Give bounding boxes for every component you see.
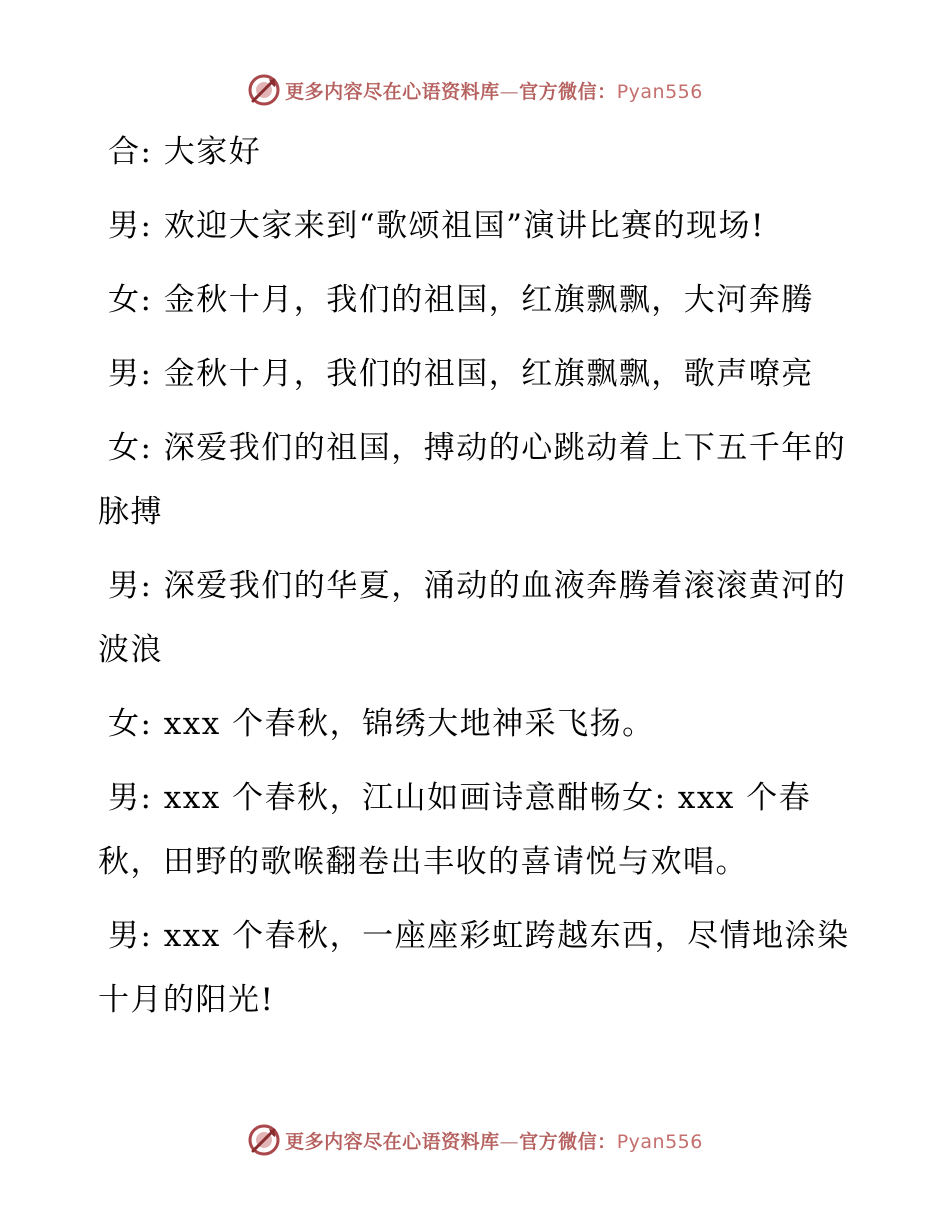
header-watermark <box>0 70 950 110</box>
watermark-account: Pyan556 <box>616 80 703 103</box>
watermark-label: 官方微信： <box>519 80 617 103</box>
dialogue-line <box>98 194 858 258</box>
dialogue-line <box>98 342 858 406</box>
dialogue-line <box>98 416 858 544</box>
speaker-label: 合 <box>108 134 141 170</box>
speaker-label: 男 <box>108 568 141 604</box>
watermark-brand: 更多内容尽在心语资料库 <box>285 1130 500 1153</box>
speaker-label: 女 <box>108 706 141 742</box>
speaker-label: 男 <box>108 208 141 244</box>
line-text: : 大家好 <box>140 134 262 170</box>
watermark-text <box>285 77 703 104</box>
line-text: : 金秋十月，我们的祖国，红旗飘飘，大河奔腾 <box>140 282 814 318</box>
line-text: : 欢迎大家来到“歌颂祖国”演讲比赛的现场! <box>140 208 765 244</box>
speaker-label: 男 <box>108 918 141 954</box>
speaker-label: 女 <box>108 282 141 318</box>
speaker-label: 男 <box>108 780 141 816</box>
watermark-text <box>285 1127 703 1154</box>
speaker-label: 女 <box>108 430 141 466</box>
watermark-account: Pyan556 <box>616 1130 703 1153</box>
line-text: : 深爱我们的华夏，涌动的血液奔腾着滚滚黄河的波浪 <box>98 568 847 668</box>
footer-watermark <box>0 1120 950 1160</box>
line-text: : 金秋十月，我们的祖国，红旗飘飘，歌声嘹亮 <box>140 356 814 392</box>
feather-seal-icon <box>247 73 281 107</box>
line-text: : xxx 个春秋，一座座彩虹跨越东西，尽情地涂染十月的阳光! <box>98 918 850 1018</box>
line-text: : xxx 个春秋，江山如画诗意酣畅女: xxx 个春秋，田野的歌喉翻卷出丰收的喜请悦与欢唱。 <box>98 780 812 880</box>
dialogue-line <box>98 692 858 756</box>
watermark-label: 官方微信： <box>519 1130 617 1153</box>
feather-seal-icon <box>247 1123 281 1157</box>
watermark-brand: 更多内容尽在心语资料库 <box>285 80 500 103</box>
document-body <box>98 120 858 1042</box>
line-text: : xxx 个春秋，锦绣大地神采飞扬。 <box>140 706 655 742</box>
line-text: : 深爱我们的祖国，搏动的心跳动着上下五千年的脉搏 <box>98 430 847 530</box>
dialogue-line <box>98 268 858 332</box>
dialogue-line <box>98 766 858 894</box>
dialogue-line <box>98 904 858 1032</box>
dialogue-line <box>98 554 858 682</box>
watermark-dash: — <box>499 1130 520 1153</box>
speaker-label: 男 <box>108 356 141 392</box>
watermark-dash: — <box>499 80 520 103</box>
dialogue-line <box>98 120 858 184</box>
